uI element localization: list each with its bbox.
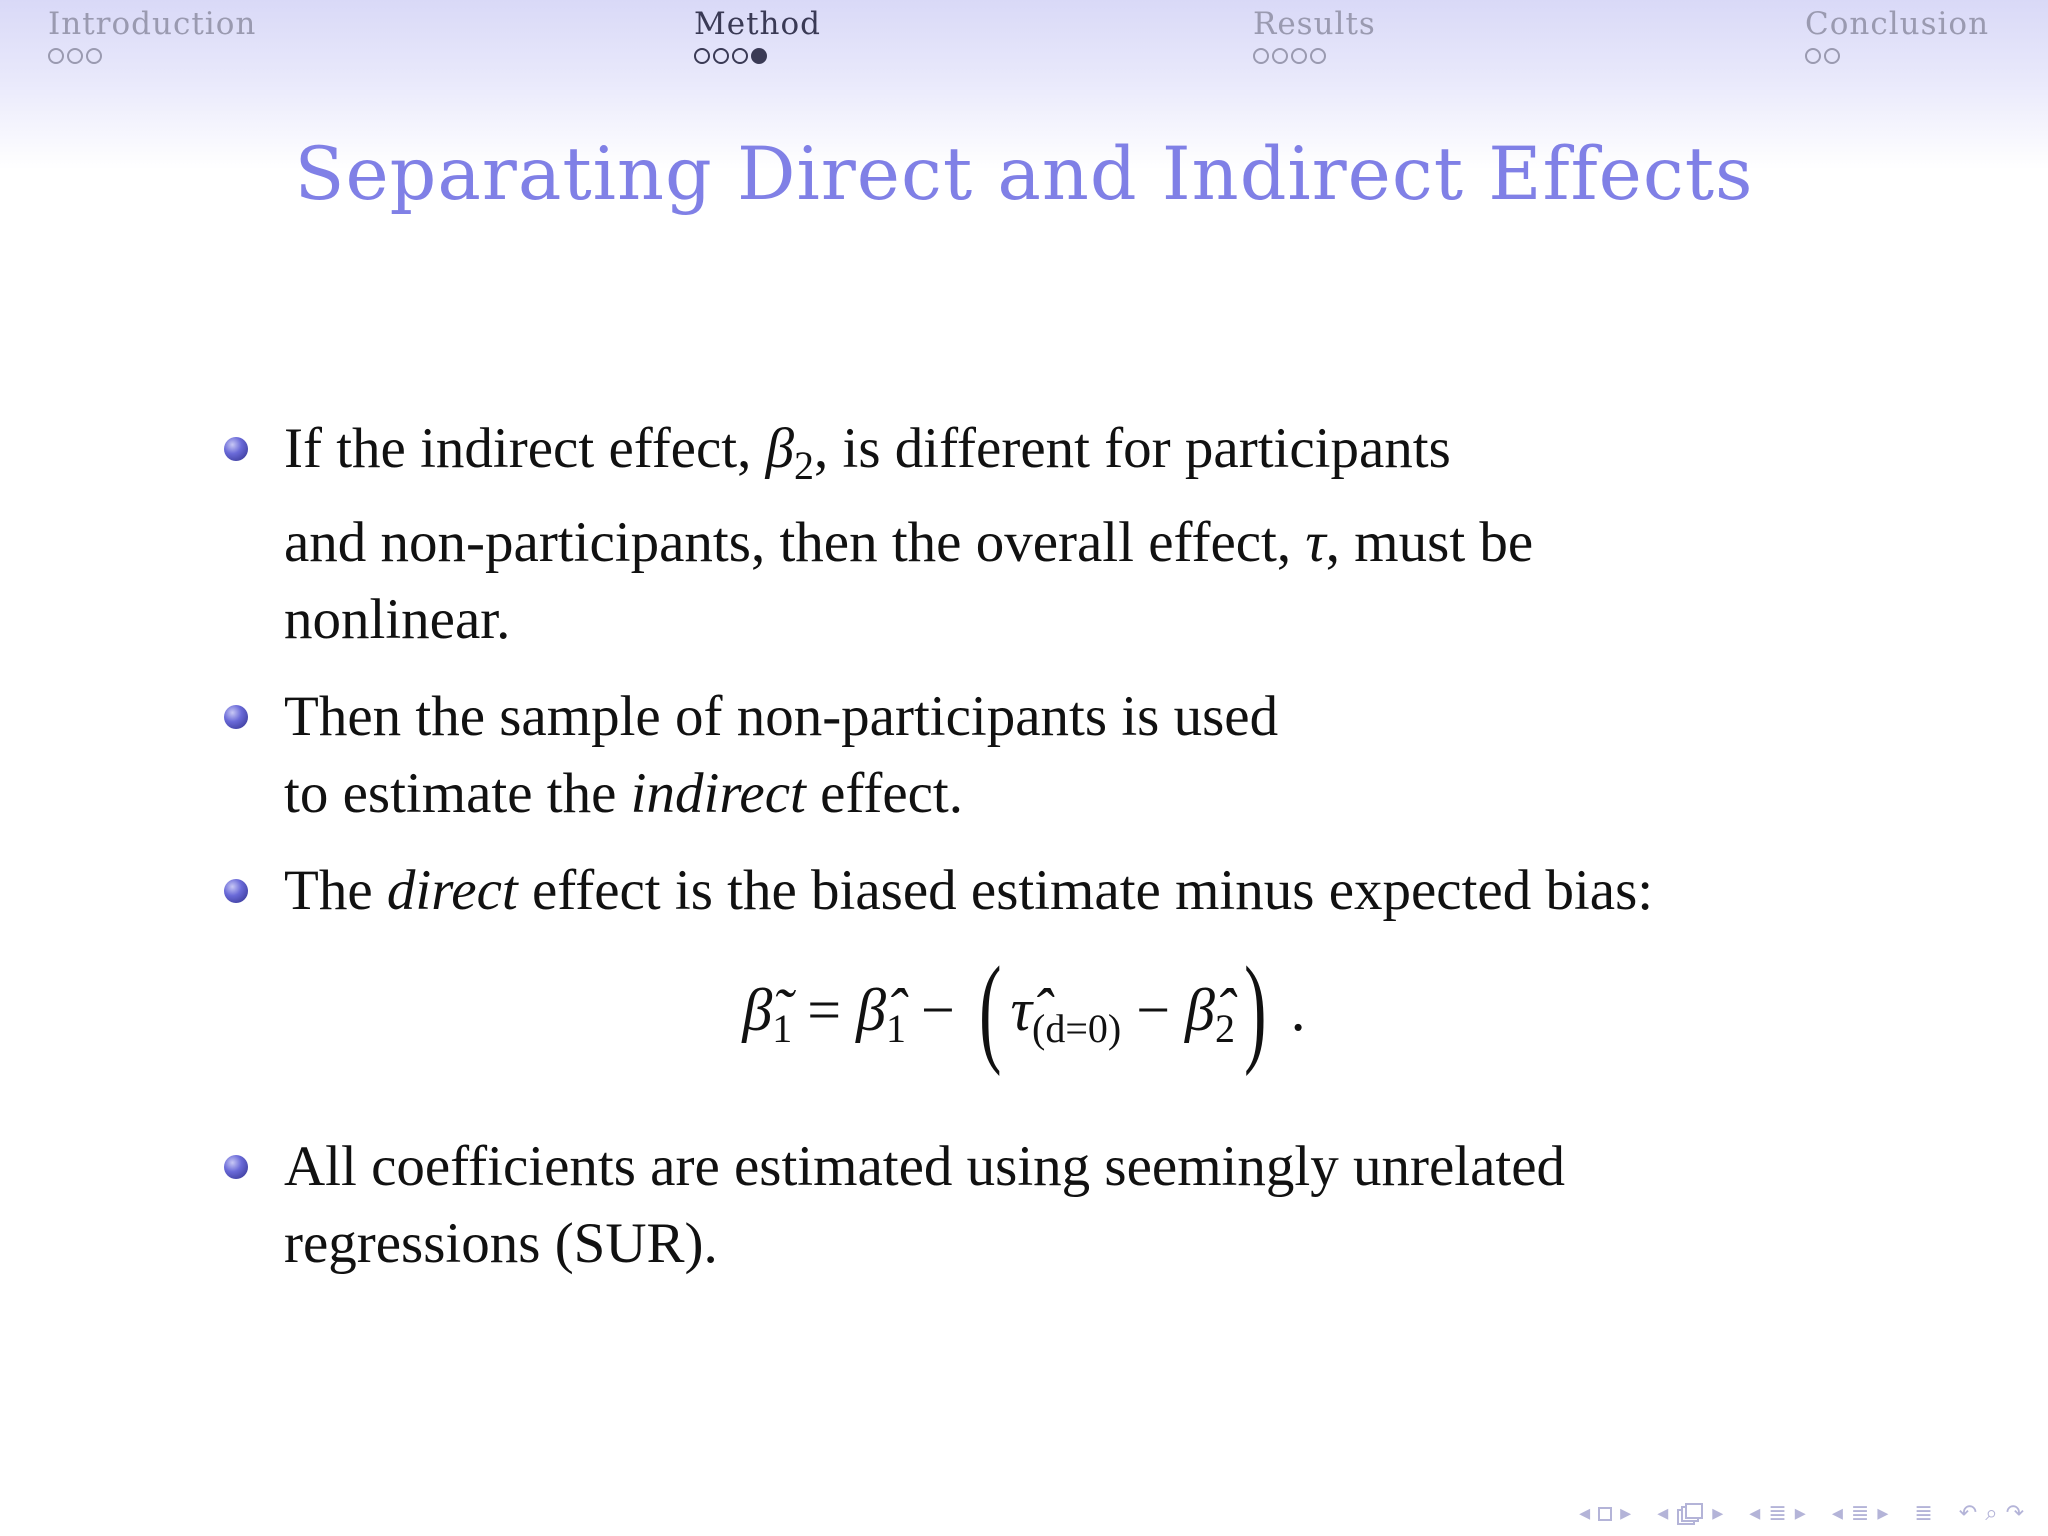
bullet-line: nonlinear. bbox=[284, 588, 511, 651]
math-beta-tilde: β̃ bbox=[742, 977, 773, 1043]
subsection-dot[interactable] bbox=[732, 48, 748, 64]
subsection-dot[interactable] bbox=[1272, 48, 1288, 64]
bullet-line: Then the sample of non-participants is used bbox=[284, 685, 1279, 748]
math-subscript: (d=0) bbox=[1032, 1006, 1122, 1051]
math-minus: − bbox=[906, 977, 970, 1043]
math-subscript: 2 bbox=[794, 443, 814, 488]
math-beta: β bbox=[765, 417, 794, 480]
math-period: . bbox=[1275, 977, 1306, 1043]
redo-icon[interactable]: ↷ bbox=[2005, 1501, 2024, 1526]
nav-section-label[interactable]: Conclusion bbox=[1805, 6, 1990, 42]
bullet-ball-icon bbox=[224, 437, 248, 461]
arrow-right-icon[interactable]: ▸ bbox=[1794, 1501, 1806, 1526]
subsection-dot[interactable] bbox=[1253, 48, 1269, 64]
beamer-navigation-symbols bbox=[1579, 1501, 2024, 1526]
slide-title: Separating Direct and Indirect Effects bbox=[294, 132, 1754, 217]
text-run: The bbox=[284, 859, 387, 922]
emphasis-text: indirect bbox=[630, 762, 806, 825]
bullet-line: regressions (SUR). bbox=[284, 1212, 718, 1275]
math-open-paren: ( bbox=[979, 942, 1002, 1077]
section-lines-icon[interactable]: ≣ bbox=[1768, 1501, 1787, 1526]
math-subscript: 1 bbox=[772, 1006, 793, 1051]
math-minus: − bbox=[1121, 977, 1186, 1043]
nav-section-label[interactable]: Introduction bbox=[48, 6, 257, 42]
undo-icon[interactable]: ↶ bbox=[1958, 1501, 1978, 1526]
math-tau-hat: τ̂ bbox=[1010, 977, 1032, 1043]
math-beta-hat: β̂ bbox=[856, 977, 887, 1043]
nav-section-label[interactable]: Method bbox=[694, 6, 822, 42]
subsection-dot[interactable] bbox=[1824, 48, 1840, 64]
subsection-dot[interactable] bbox=[86, 48, 102, 64]
text-run: and non-participants, then the overall effect, bbox=[284, 511, 1306, 574]
text-run: , must be bbox=[1325, 511, 1534, 574]
arrow-right-icon[interactable]: ▸ bbox=[1620, 1501, 1632, 1526]
presentation-lines-icon[interactable]: ≣ bbox=[1914, 1501, 1933, 1526]
emphasis-text: direct bbox=[386, 859, 518, 922]
arrow-left-icon[interactable]: ◂ bbox=[1749, 1501, 1761, 1526]
text-run: effect. bbox=[805, 762, 964, 825]
subsection-dot[interactable] bbox=[1310, 48, 1326, 64]
nav-subsection-group[interactable] bbox=[1657, 1501, 1723, 1526]
nav-search-group[interactable] bbox=[1959, 1501, 2024, 1526]
bullet-line bbox=[284, 410, 1904, 504]
list-item bbox=[224, 410, 1904, 658]
nav-frame-group[interactable] bbox=[1579, 1501, 1631, 1526]
subsection-dots bbox=[694, 48, 821, 64]
nav-subsection-lines-group[interactable] bbox=[1832, 1501, 1889, 1526]
list-item bbox=[224, 678, 1904, 832]
math-subscript: 2 bbox=[1214, 1006, 1235, 1051]
text-run: to estimate the bbox=[284, 762, 631, 825]
bullet-ball-icon bbox=[224, 879, 248, 903]
list-item bbox=[224, 1128, 1904, 1282]
subsection-dot[interactable] bbox=[67, 48, 83, 64]
subsection-dot[interactable] bbox=[713, 48, 729, 64]
text-run: effect is the biased estimate minus expected bias: bbox=[517, 859, 1654, 922]
arrow-right-icon[interactable]: ▸ bbox=[1712, 1501, 1724, 1526]
bullet-line: All coefficients are estimated using seemingly unrelated bbox=[284, 1135, 1566, 1198]
display-equation bbox=[0, 940, 2048, 1080]
nav-section-label[interactable]: Results bbox=[1253, 6, 1376, 42]
math-close-paren: ) bbox=[1244, 942, 1267, 1077]
bullet-list bbox=[224, 410, 1904, 949]
subsection-dots bbox=[1253, 48, 1376, 64]
nav-section-method[interactable] bbox=[694, 6, 821, 64]
nav-appendix-group[interactable] bbox=[1914, 1501, 1932, 1526]
math-tau: τ bbox=[1305, 511, 1326, 574]
subsection-dot[interactable] bbox=[751, 48, 767, 64]
arrow-left-icon[interactable]: ◂ bbox=[1831, 1501, 1843, 1526]
math-beta-hat: β̂ bbox=[1185, 977, 1215, 1043]
subsection-dots bbox=[1805, 48, 1989, 64]
arrow-right-icon[interactable]: ▸ bbox=[1877, 1501, 1889, 1526]
math-subscript: 1 bbox=[886, 1006, 907, 1051]
subsection-dot[interactable] bbox=[1291, 48, 1307, 64]
math-equals: = bbox=[792, 977, 857, 1043]
arrow-left-icon[interactable]: ◂ bbox=[1579, 1501, 1591, 1526]
search-icon[interactable]: ⌕ bbox=[1985, 1501, 1998, 1526]
bullet-ball-icon bbox=[224, 1155, 248, 1179]
bullet-line bbox=[284, 504, 1904, 581]
subsection-dot[interactable] bbox=[1805, 48, 1821, 64]
nav-section-results[interactable] bbox=[1253, 6, 1376, 64]
subsection-lines-icon[interactable]: ≣ bbox=[1850, 1501, 1870, 1526]
bullet-ball-icon bbox=[224, 705, 248, 729]
bullet-line bbox=[284, 755, 1904, 832]
text-run: If the indirect effect, bbox=[284, 417, 766, 480]
nav-section-group[interactable] bbox=[1749, 1501, 1806, 1526]
list-item bbox=[224, 852, 1904, 929]
subsection-dots bbox=[48, 48, 256, 64]
arrow-left-icon[interactable]: ◂ bbox=[1657, 1501, 1669, 1526]
stacked-frames-icon[interactable] bbox=[1676, 1502, 1704, 1526]
nav-section-introduction[interactable] bbox=[48, 6, 256, 64]
frame-icon[interactable] bbox=[1598, 1507, 1612, 1521]
subsection-dot[interactable] bbox=[48, 48, 64, 64]
bullet-line bbox=[284, 852, 1904, 929]
text-run: , is different for participants bbox=[814, 417, 1451, 480]
subsection-dot[interactable] bbox=[694, 48, 710, 64]
nav-section-conclusion[interactable] bbox=[1805, 6, 1989, 64]
